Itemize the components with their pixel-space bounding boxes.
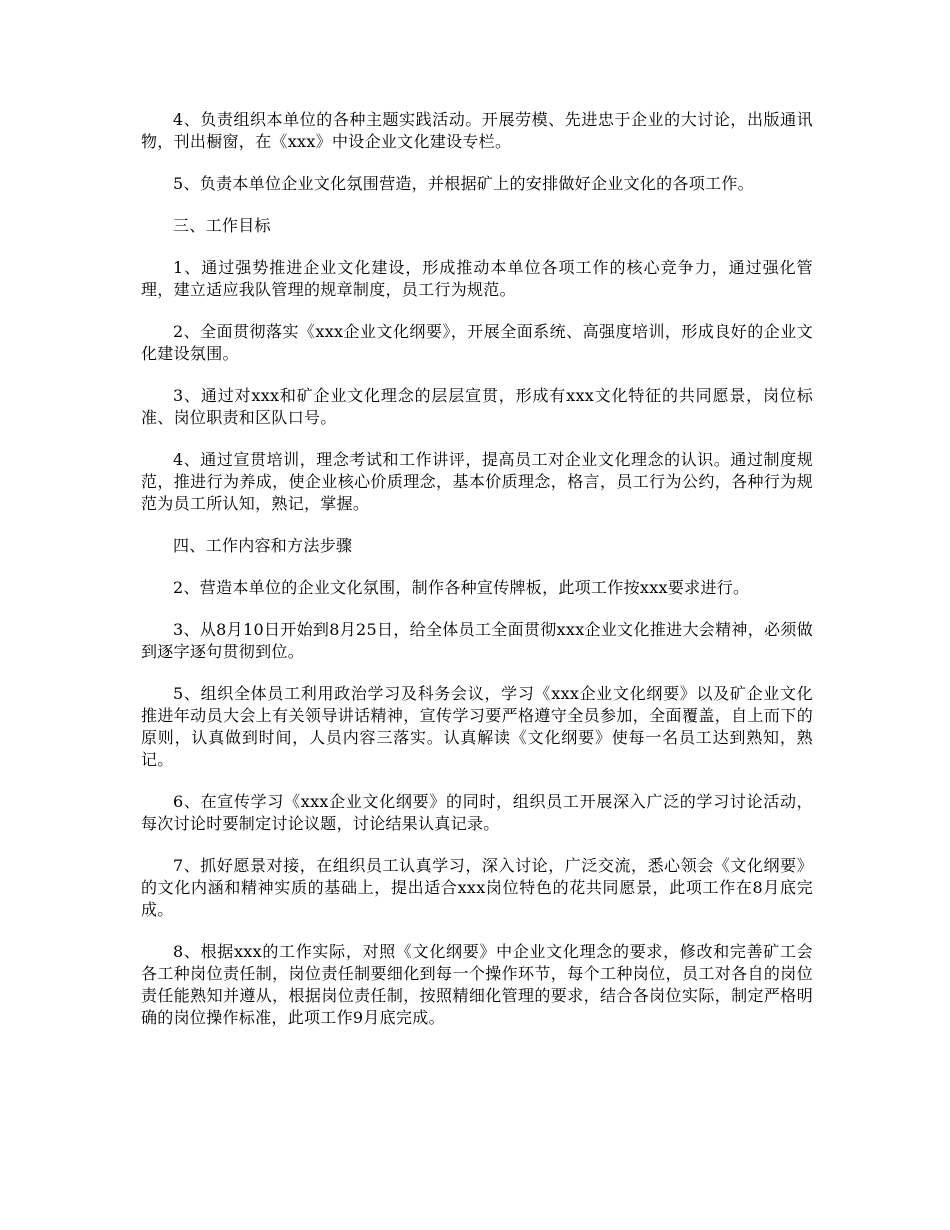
paragraph-goal-3: 3、通过对xxx和矿企业文化理念的层层宣贯，形成有xxx文化特征的共同愿景，岗位标准、岗位职责和区队口号。	[141, 386, 813, 427]
paragraph-method-8: 8、根据xxx的工作实际，对照《文化纲要》中企业文化理念的要求，修改和完善矿工会各工种岗位责任制，岗位责任制要细化到每一个操作环节，每个工种岗位，员工对各自的岗位责任能熟知并遵从，根据岗位责任制，按照精细化管理的要求，结合各岗位实际，制定严格明确的岗位操作标准，此项工作9月底完成。	[141, 942, 813, 1027]
paragraph-method-7: 7、抓好愿景对接，在组织员工认真学习，深入讨论，广泛交流，悉心领会《文化纲要》的文化内涵和精神实质的基础上，提出适合xxx岗位特色的花共同愿景，此项工作在8月底完成。	[141, 856, 813, 919]
paragraph-method-6: 6、在宣传学习《xxx企业文化纲要》的同时，组织员工开展深入广泛的学习讨论活动，每次讨论时要制定讨论议题，讨论结果认真记录。	[141, 792, 813, 833]
paragraph-method-5: 5、组织全体员工利用政治学习及科务会议，学习《xxx企业文化纲要》以及矿企业文化推进年动员大会上有关领导讲话精神，宣传学习要严格遵守全员参加，全面覆盖，自上而下的原则，认真做到时间，人员内容三落实。认真解读《文化纲要》使每一名员工达到熟知，熟记。	[141, 684, 813, 769]
section-heading-goals: 三、工作目标	[173, 216, 271, 235]
section-heading-methods: 四、工作内容和方法步骤	[173, 536, 353, 555]
paragraph-method-3: 3、从8月10日开始到8月25日，给全体员工全面贯彻xxx企业文化推进大会精神，必须做到逐字逐句贯彻到位。	[141, 620, 813, 661]
document-body	[141, 109, 813, 1049]
paragraph-goal-2: 2、全面贯彻落实《xxx企业文化纲要》，开展全面系统、高强度培训，形成良好的企业文化建设氛围。	[141, 322, 813, 363]
paragraph-duty-4: 4、负责组织本单位的各种主题实践活动。开展劳模、先进忠于企业的大讨论，出版通讯物，刊出橱窗，在《xxx》中设企业文化建设专栏。	[141, 110, 813, 151]
paragraph-goal-4: 4、通过宣贯培训，理念考试和工作讲评，提高员工对企业文化理念的认识。通过制度规范，推进行为养成，使企业核心价质理念，基本价质理念，格言，员工行为公约，各种行为规范为员工所认知，熟记，掌握。	[141, 450, 813, 513]
paragraph-duty-5: 5、负责本单位企业文化氛围营造，并根据矿上的安排做好企业文化的各项工作。	[173, 174, 754, 193]
paragraph-goal-1: 1、通过强势推进企业文化建设，形成推动本单位各项工作的核心竞争力，通过强化管理，建立适应我队管理的规章制度，员工行为规范。	[141, 258, 813, 299]
paragraph-method-2: 2、营造本单位的企业文化氛围，制作各种宣传牌板，此项工作按xxx要求进行。	[173, 578, 750, 597]
